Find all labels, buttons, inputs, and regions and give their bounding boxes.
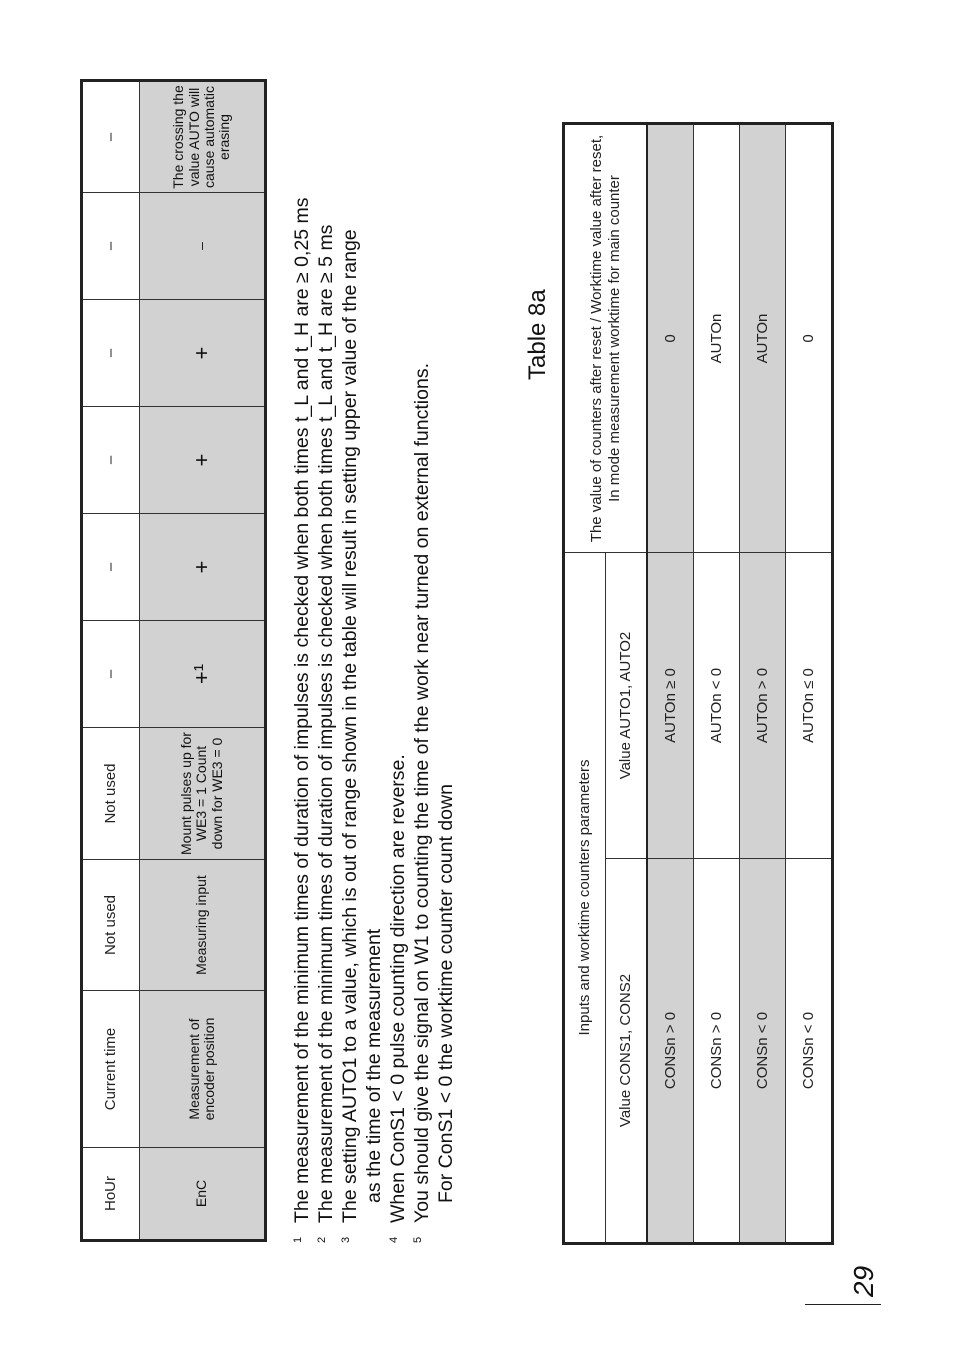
footnote-text: The setting AUTO1 to a value, which is out of range shown in the table will result in setting upper value of the range bbox=[339, 229, 361, 1223]
footnote-number: 2 bbox=[316, 1236, 328, 1243]
table-8a-header-row bbox=[564, 124, 606, 1244]
cell-plus-4: + bbox=[140, 300, 266, 407]
cell-dash-enc: – bbox=[140, 193, 266, 300]
function-table bbox=[80, 79, 267, 1242]
footnote-text: The measurement of the minimum times of duration of impulses is checked when both times t_L and t_H are ≥ 5 ms bbox=[315, 224, 337, 1223]
enc-row bbox=[140, 81, 266, 1241]
cell-auto: AUTOn ≥ 0 bbox=[647, 553, 694, 859]
page-number: 29 bbox=[848, 1265, 879, 1297]
cell-cons: CONSn < 0 bbox=[740, 859, 786, 1244]
cell-result: AUTOn bbox=[694, 124, 740, 553]
table-row bbox=[694, 124, 740, 1244]
col-auto-header: Value AUTO1, AUTO2 bbox=[606, 553, 648, 859]
cell-cons: CONSn > 0 bbox=[694, 859, 740, 1244]
cell-enc: EnC bbox=[140, 1148, 266, 1241]
footnote-number: 1 bbox=[292, 1236, 304, 1243]
cell-cons: CONSn < 0 bbox=[786, 859, 833, 1244]
cell-not-used-2: Not used bbox=[82, 728, 140, 860]
cell-dash-2: – bbox=[82, 514, 140, 621]
footnote-2 bbox=[314, 15, 338, 1245]
footnote-number: 4 bbox=[388, 1236, 400, 1243]
cell-auto-erasing: The crossing the value AUTO will cause automatic erasing bbox=[140, 81, 266, 193]
cell-auto: AUTOn ≤ 0 bbox=[786, 553, 833, 859]
cell-hour: HoUr bbox=[82, 1148, 140, 1241]
cell-auto: AUTOn > 0 bbox=[740, 553, 786, 859]
group-header: Inputs and worktime counters parameters bbox=[564, 553, 606, 1244]
footnote-1 bbox=[290, 15, 314, 1245]
table-row bbox=[740, 124, 786, 1244]
cell-result: 0 bbox=[786, 124, 833, 553]
table-row bbox=[647, 124, 694, 1244]
cell-not-used-1: Not used bbox=[82, 860, 140, 991]
footnote-5 bbox=[410, 15, 458, 1245]
cell-dash-1: – bbox=[82, 621, 140, 728]
footnote-3 bbox=[338, 15, 386, 1245]
cell-dash-4: – bbox=[82, 300, 140, 407]
footnote-text: The measurement of the minimum times of duration of impulses is checked when both times t_L and t_H are ≥ 0,25 ms bbox=[291, 197, 313, 1223]
cell-result: AUTOn bbox=[740, 124, 786, 553]
cell-measuring-input: Measuring input bbox=[140, 860, 266, 991]
footnote-text: You should give the signal on W1 to counting the time of the work near turned on external functions. bbox=[411, 363, 433, 1223]
table-caption: Table 8a bbox=[524, 289, 551, 380]
table-row bbox=[786, 124, 833, 1244]
footnote-number: 5 bbox=[412, 1236, 424, 1243]
cell-dash-5: – bbox=[82, 193, 140, 300]
cell-encoder-position: Measurement of encoder position bbox=[140, 991, 266, 1148]
footnote-text-cont: as the time of the measurement bbox=[363, 928, 385, 1203]
header-row bbox=[82, 81, 140, 1241]
cell-plus-1: +¹ bbox=[140, 621, 266, 728]
cell-auto: AUTOn < 0 bbox=[694, 553, 740, 859]
footnote-text: When ConS1 < 0 pulse counting direction are reverse. bbox=[387, 754, 409, 1223]
footnote-number: 3 bbox=[340, 1236, 352, 1243]
cell-result: 0 bbox=[647, 124, 694, 553]
cell-cons: CONSn > 0 bbox=[647, 859, 694, 1244]
cell-plus-2: + bbox=[140, 514, 266, 621]
footnotes bbox=[290, 15, 458, 1245]
table-8a bbox=[562, 122, 834, 1245]
cell-dash-6: – bbox=[82, 81, 140, 193]
cell-current-time: Current time bbox=[82, 991, 140, 1148]
cell-plus-3: + bbox=[140, 407, 266, 514]
cell-dash-3: – bbox=[82, 407, 140, 514]
cell-mount-pulses: Mount pulses up for WE3 = 1 Count down for WE3 = 0 bbox=[140, 728, 266, 860]
page-number-rule bbox=[805, 1304, 881, 1305]
result-header: The value of counters after reset / Worktime value after reset, In mode measurement worktime for main counter bbox=[564, 124, 648, 553]
footnote-text-cont: For ConS1 < 0 the worktime counter count down bbox=[435, 784, 457, 1203]
footnote-4 bbox=[386, 15, 410, 1245]
col-cons-header: Value CONS1, CONS2 bbox=[606, 859, 648, 1244]
